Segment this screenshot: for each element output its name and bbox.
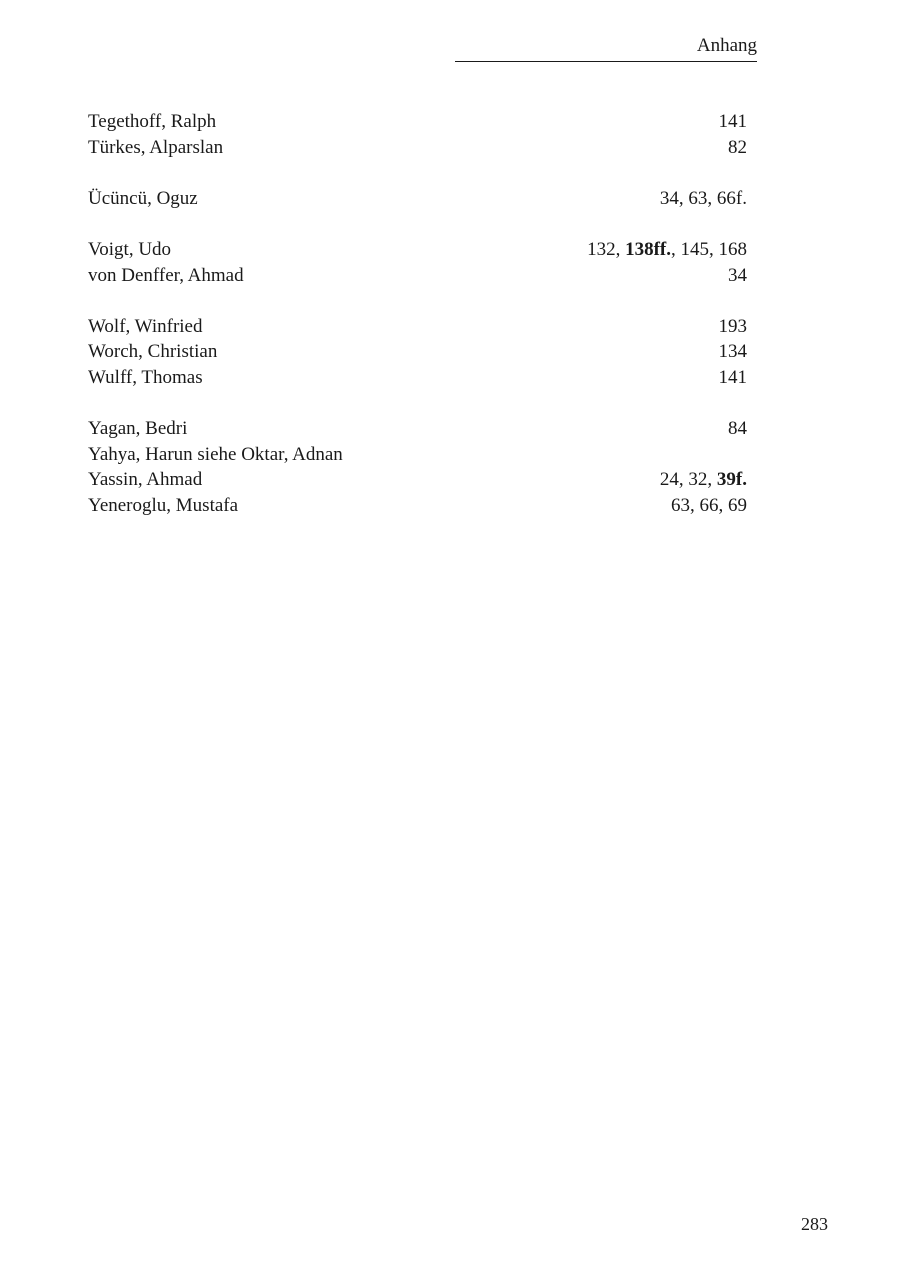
- index-group: [88, 416, 747, 518]
- index-entry: [88, 416, 747, 442]
- page-ref-bold: 39f.: [716, 469, 747, 491]
- entry-pages: [728, 263, 747, 289]
- entry-pages: [660, 467, 747, 493]
- index-entry: [88, 314, 747, 340]
- entry-name: Wolf, Winfried: [88, 315, 203, 337]
- entry-name: Wulff, Thomas: [88, 366, 203, 388]
- index-list: [88, 109, 747, 544]
- entry-pages: [719, 314, 748, 340]
- index-entry: [88, 467, 747, 493]
- index-entry: [88, 237, 747, 263]
- entry-name: Yagan, Bedri: [88, 418, 188, 440]
- index-entry: [88, 109, 747, 135]
- index-group: [88, 237, 747, 288]
- index-entry: [88, 263, 747, 289]
- index-entry: [88, 186, 747, 212]
- page-ref: 193: [718, 315, 747, 337]
- index-entry: [88, 135, 747, 161]
- page-ref: 141: [718, 111, 747, 132]
- page-ref: 82: [728, 136, 747, 158]
- entry-name: Yeneroglu, Mustafa: [88, 494, 239, 516]
- entry-name: Türkes, Alparslan: [88, 136, 224, 158]
- index-entry: [88, 339, 747, 365]
- page-ref: 132,: [587, 238, 626, 260]
- index-group: [88, 186, 747, 212]
- page-ref: 84: [728, 418, 747, 440]
- page-ref: 24, 32,: [659, 469, 717, 491]
- page-ref: 141: [718, 366, 747, 388]
- entry-pages: [587, 237, 747, 263]
- entry-name: Ücüncü, Oguz: [88, 187, 198, 209]
- index-entry: [88, 493, 747, 519]
- page-ref-bold: 138ff.: [625, 238, 671, 260]
- page-ref: 134: [718, 341, 747, 363]
- entry-pages: [719, 365, 748, 391]
- entry-pages: [728, 416, 747, 442]
- index-group: [88, 109, 747, 160]
- entry-pages: [660, 186, 747, 212]
- page-number: 283: [801, 1214, 828, 1234]
- index-entry: [88, 442, 747, 468]
- running-head-title: Anhang: [696, 35, 757, 56]
- index-entry: [88, 365, 747, 391]
- page-ref: 34, 63, 66f.: [659, 187, 747, 209]
- running-head: [455, 34, 757, 62]
- entry-name: Yassin, Ahmad: [88, 469, 203, 491]
- entry-pages: [719, 339, 748, 365]
- entry-pages: [719, 109, 748, 135]
- entry-name: von Denffer, Ahmad: [88, 264, 244, 286]
- entry-name: Yahya, Harun siehe Oktar, Adnan: [88, 443, 343, 465]
- page-ref: 63, 66, 69: [671, 494, 747, 516]
- entry-pages: [671, 493, 747, 519]
- entry-name: Voigt, Udo: [88, 238, 172, 260]
- index-group: [88, 314, 747, 391]
- entry-pages: [728, 135, 747, 161]
- entry-name: Tegethoff, Ralph: [88, 111, 217, 132]
- entry-name: Worch, Christian: [88, 341, 218, 363]
- page-ref: , 145, 168: [671, 238, 747, 260]
- page-ref: 34: [728, 264, 747, 286]
